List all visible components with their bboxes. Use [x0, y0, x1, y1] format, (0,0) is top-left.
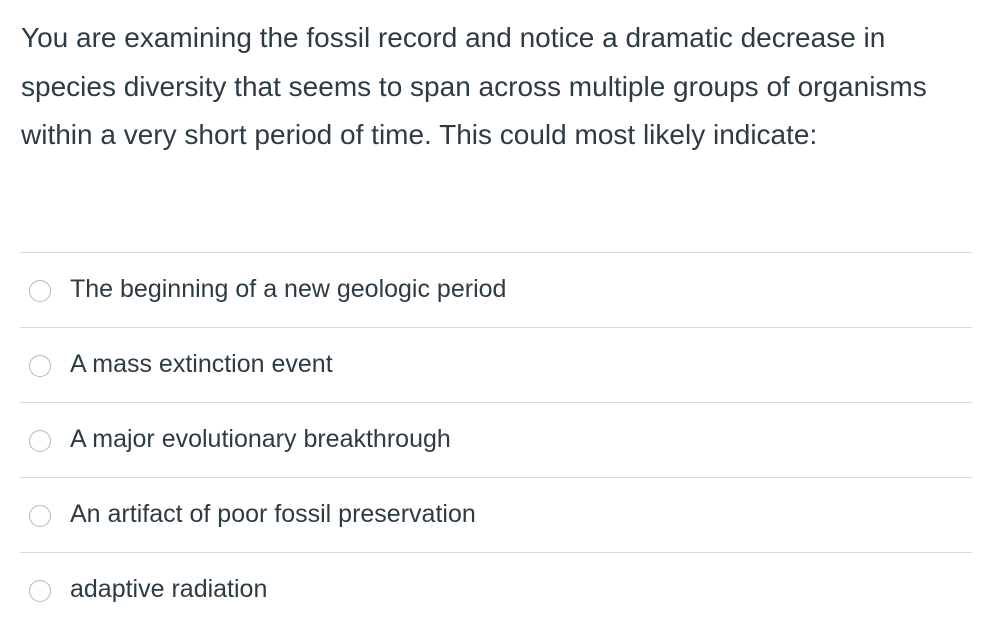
answer-label[interactable]: A mass extinction event — [70, 350, 333, 378]
radio-button[interactable] — [29, 280, 51, 302]
answer-option[interactable] — [20, 402, 972, 477]
answer-label[interactable]: A major evolutionary breakthrough — [70, 425, 451, 453]
answer-list — [20, 252, 972, 627]
radio-button[interactable] — [29, 355, 51, 377]
answer-option[interactable] — [20, 477, 972, 552]
answer-label[interactable]: The beginning of a new geologic period — [70, 275, 507, 303]
answer-option[interactable] — [20, 552, 972, 627]
answer-label[interactable]: adaptive radiation — [70, 575, 268, 603]
answer-option[interactable] — [20, 252, 972, 327]
answer-option[interactable] — [20, 327, 972, 402]
question-text: You are examining the fossil record and notice a dramatic decrease in species diversity that seems to span across multiple groups of organisms within a very short period of time. This could most likely indicate: — [21, 22, 927, 150]
answer-label[interactable]: An artifact of poor fossil preservation — [70, 500, 476, 528]
radio-button[interactable] — [29, 430, 51, 452]
radio-button[interactable] — [29, 580, 51, 602]
radio-button[interactable] — [29, 505, 51, 527]
